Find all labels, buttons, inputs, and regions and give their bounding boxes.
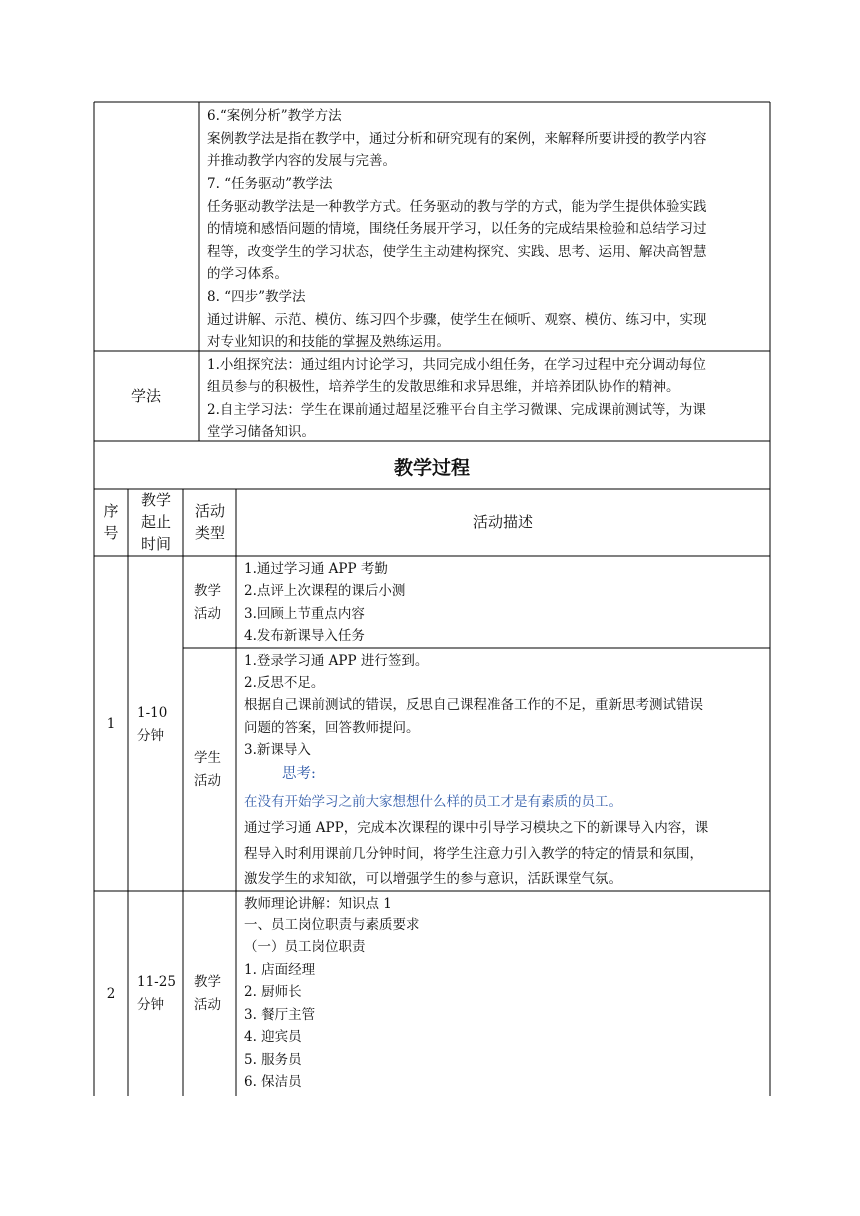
method-6-title: 6.“案例分析”教学方法 bbox=[207, 108, 342, 124]
method-8-title: 8. “四步”教学法 bbox=[207, 289, 306, 305]
row-1-teacher-item: 2.点评上次课程的课后小测 bbox=[244, 583, 406, 599]
method-7-title: 7. “任务驱动”教学法 bbox=[207, 176, 333, 192]
row-1-teacher-type: 教学 活动 bbox=[194, 583, 221, 622]
row-2-item: 2. 厨师长 bbox=[244, 984, 302, 1000]
col-header-index: 序 号 bbox=[103, 502, 119, 542]
row-1-time: 1-10 分钟 bbox=[137, 705, 168, 744]
row-2-item: （一）员工岗位职责 bbox=[244, 939, 366, 955]
row-1-teacher-item: 4.发布新课导入任务 bbox=[244, 628, 365, 644]
row-2-item: 4. 迎宾员 bbox=[244, 1029, 302, 1045]
row-1-think-label: 思考: bbox=[282, 766, 316, 782]
method-7-line: 的情境和感悟问题的情境，围绕任务展开学习，以任务的完成结果检验和总结学习过 bbox=[207, 221, 707, 237]
row-2-type: 教学 活动 bbox=[194, 974, 221, 1013]
col-header-type: 活动 类型 bbox=[194, 502, 225, 542]
row-2-item: 5. 服务员 bbox=[244, 1052, 302, 1068]
row-1-student-item: 根据自己课前测试的错误，反思自己课程准备工作的不足，重新思考测试错误 bbox=[244, 697, 703, 713]
method-8-line: 通过讲解、示范、模仿、练习四个步骤，使学生在倾听、观察、模仿、练习中，实现 bbox=[207, 312, 707, 328]
method-7-line: 程等，改变学生的学习状态，使学生主动建构探究、实践、思考、运用、解决高智慧 bbox=[207, 244, 707, 260]
row-1-index: 1 bbox=[106, 716, 116, 732]
section-heading: 教学过程 bbox=[393, 457, 470, 479]
row-2-time: 11-25 分钟 bbox=[137, 974, 176, 1013]
row-1-student-item: 通过学习通 APP，完成本次课程的课中引导学习模块之下的新课导入内容，课 bbox=[244, 820, 709, 836]
row-2-item: 教师理论讲解：知识点 1 bbox=[244, 896, 392, 912]
row-2-item: 一、员工岗位职责与素质要求 bbox=[244, 917, 420, 933]
method-7-line: 任务驱动教学法是一种教学方式。任务驱动的教与学的方式，能为学生提供体验实践 bbox=[207, 199, 707, 215]
learning-method-line: 1.小组探究法：通过组内讨论学习，共同完成小组任务，在学习过程中充分调动每位 bbox=[207, 357, 706, 373]
method-7-line: 的学习体系。 bbox=[207, 266, 288, 282]
row-2-item: 6. 保洁员 bbox=[244, 1074, 302, 1090]
method-8-line: 对专业知识的和技能的掌握及熟练运用。 bbox=[207, 334, 450, 350]
method-6-line: 并推动教学内容的发展与完善。 bbox=[207, 153, 396, 169]
row-2-item: 3. 餐厅主管 bbox=[244, 1007, 316, 1023]
row-1-teacher-item: 3.回顾上节重点内容 bbox=[244, 606, 365, 622]
learning-method-line: 堂学习储备知识。 bbox=[207, 424, 315, 440]
learning-method-line: 2.自主学习法：学生在课前通过超星泛雅平台自主学习微课、完成课前测试等，为课 bbox=[207, 402, 706, 418]
learning-methods-label: 学法 bbox=[131, 387, 162, 405]
row-1-student-item: 2.反思不足。 bbox=[244, 675, 325, 691]
row-1-think-question: 在没有开始学习之前大家想想什么样的员工才是有素质的员工。 bbox=[244, 794, 622, 810]
row-1-student-item: 3.新课导入 bbox=[244, 742, 311, 758]
learning-method-line: 组员参与的积极性，培养学生的发散思维和求异思维，并培养团队协作的精神。 bbox=[207, 379, 680, 395]
row-2-index: 2 bbox=[106, 986, 116, 1002]
method-6-line: 案例教学法是指在教学中，通过分析和研究现有的案例，来解释所要讲授的教学内容 bbox=[207, 131, 707, 147]
row-1-student-item: 1.登录学习通 APP 进行签到。 bbox=[244, 653, 429, 669]
row-2-item: 1. 店面经理 bbox=[244, 962, 316, 978]
row-1-student-type: 学生 活动 bbox=[194, 750, 221, 789]
row-1-student-item: 问题的答案，回答教师提问。 bbox=[244, 720, 420, 736]
col-header-desc: 活动描述 bbox=[472, 513, 533, 531]
row-1-student-item: 程导入时利用课前几分钟时间，将学生注意力引入教学的特定的情景和氛围， bbox=[244, 846, 703, 862]
row-1-teacher-item: 1.通过学习通 APP 考勤 bbox=[244, 561, 388, 577]
col-header-time: 教学 起止 时间 bbox=[140, 491, 171, 553]
row-1-student-item: 激发学生的求知欲，可以增强学生的参与意识，活跃课堂气氛。 bbox=[244, 871, 622, 887]
